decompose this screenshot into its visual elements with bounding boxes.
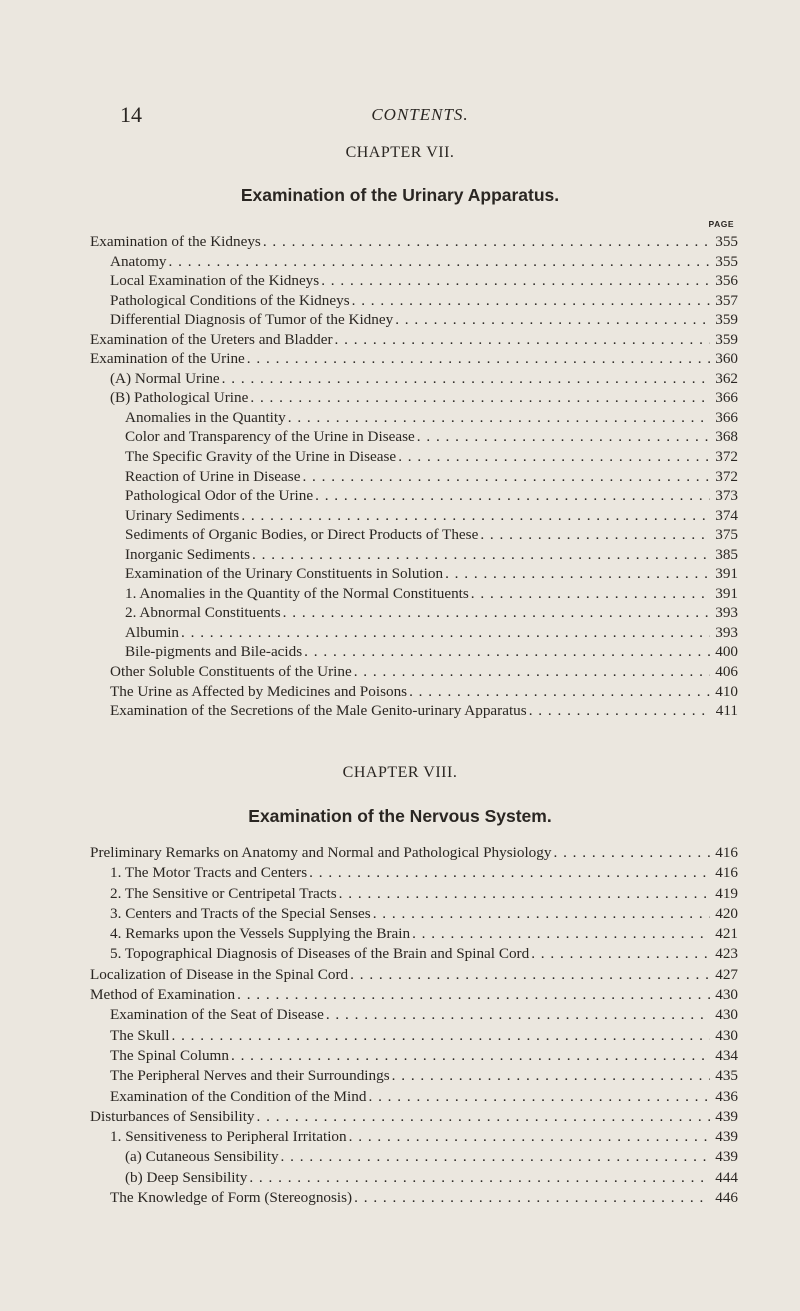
toc-entry-page: 391 — [715, 584, 738, 602]
dot-leader — [179, 624, 710, 642]
toc-entry — [90, 428, 738, 448]
toc-entry-title: Examination of the Secretions of the Male Genito-urinary Apparatus — [110, 702, 527, 720]
toc-entry-title: The Knowledge of Form (Stereognosis) — [110, 1189, 353, 1207]
toc-entry-page: 385 — [715, 545, 738, 563]
toc-entry — [90, 663, 738, 683]
dot-leader — [229, 1047, 710, 1065]
dot-leader — [443, 565, 710, 583]
toc-entry-page: 372 — [715, 448, 738, 466]
dot-leader — [551, 844, 710, 862]
toc-entry-title: 1. Sensitiveness to Peripheral Irritation — [110, 1128, 347, 1146]
toc-entry-page: 430 — [715, 1006, 738, 1024]
toc-entry-page: 416 — [715, 844, 738, 861]
toc-entry-page: 393 — [715, 623, 738, 641]
toc-entry — [90, 565, 738, 585]
dot-leader — [410, 925, 710, 943]
toc-entry-page: 435 — [715, 1067, 738, 1085]
toc-entry-title: Pathological Conditions of the Kidneys — [110, 291, 350, 309]
dot-leader — [347, 1128, 710, 1146]
dot-leader — [478, 526, 710, 544]
toc-entry-title: Preliminary Remarks on Anatomy and Normal and Pathological Physiology — [90, 844, 552, 861]
toc-entry — [90, 966, 738, 986]
toc-entry-title: The Urine as Affected by Medicines and Poisons — [110, 682, 408, 700]
chapter-heading: CHAPTER VII. — [345, 144, 455, 161]
toc-entry-title: Reaction of Urine in Disease — [125, 467, 301, 485]
toc-entry — [90, 585, 738, 605]
toc-entry-page: 427 — [715, 965, 738, 983]
toc-entry — [90, 526, 738, 546]
dot-leader — [337, 885, 710, 903]
page-header — [120, 102, 720, 132]
toc-entry-title: (A) Normal Urine — [110, 369, 220, 387]
dot-leader — [469, 585, 710, 603]
toc-entry-title: Differential Diagnosis of Tumor of the Kidney — [110, 311, 394, 329]
toc-entry-page: 423 — [715, 945, 738, 963]
toc-entry-page: 368 — [715, 428, 738, 446]
toc-entry — [90, 643, 738, 663]
toc-entry-page: 434 — [715, 1046, 738, 1064]
toc-entry — [90, 1108, 738, 1128]
toc-entry — [90, 1148, 738, 1168]
toc-entry — [90, 925, 738, 945]
toc-entry-page: 439 — [715, 1107, 738, 1125]
toc-entry — [90, 389, 738, 409]
dot-leader — [286, 409, 710, 427]
dot-leader — [407, 683, 710, 701]
running-title: CONTENTS. — [371, 105, 469, 124]
dot-leader — [255, 1108, 710, 1126]
toc-entry-title: 5. Topographical Diagnosis of Diseases of the Brain and Spinal Cord — [110, 945, 530, 963]
dot-leader — [302, 643, 710, 661]
toc-entry-page: 430 — [715, 986, 738, 1004]
dot-leader — [247, 1169, 710, 1187]
toc-entry-title: Examination of the Condition of the Mind — [110, 1087, 367, 1105]
dot-leader — [235, 986, 710, 1004]
toc-entry-page: 359 — [715, 330, 738, 348]
toc-entry-title: Examination of the Seat of Disease — [110, 1006, 324, 1024]
toc-entry-title: Disturbances of Sensibility — [90, 1107, 255, 1125]
toc-entry-page: 362 — [715, 369, 738, 387]
dot-leader — [390, 1067, 710, 1085]
toc-entry-page: 439 — [715, 1148, 738, 1166]
toc-entry — [90, 1027, 738, 1047]
toc-entry-title: Other Soluble Constituents of the Urine — [110, 663, 352, 681]
toc-entry-title: 2. The Sensitive or Centripetal Tracts — [110, 884, 337, 902]
toc-entry — [90, 546, 738, 566]
dot-leader — [248, 389, 710, 407]
dot-leader — [307, 864, 710, 882]
toc-entry-title: (a) Cutaneous Sensibility — [125, 1148, 279, 1166]
toc-list — [90, 844, 738, 1209]
dot-leader — [167, 253, 710, 271]
toc-entry — [90, 409, 738, 429]
toc-entry — [90, 350, 738, 370]
toc-entry-page: 356 — [715, 272, 738, 290]
toc-entry — [90, 905, 738, 925]
toc-entry-title: Anatomy — [110, 252, 167, 270]
toc-entry-title: (B) Pathological Urine — [110, 389, 249, 407]
toc-entry — [90, 1189, 738, 1209]
toc-entry-page: 391 — [715, 565, 738, 583]
dot-leader — [396, 448, 710, 466]
dot-leader — [300, 468, 710, 486]
toc-entry — [90, 624, 738, 644]
toc-entry-title: Urinary Sediments — [125, 506, 240, 524]
dot-leader — [279, 1148, 710, 1166]
toc-entry-title: Method of Examination — [90, 986, 236, 1004]
toc-entry — [90, 370, 738, 390]
dot-leader — [350, 292, 710, 310]
toc-entry — [90, 1169, 738, 1189]
dot-leader — [393, 311, 710, 329]
toc-entry-title: The Spinal Column — [110, 1046, 229, 1064]
page-column-label: PAGE — [708, 219, 734, 229]
toc-entry-title: Local Examination of the Kidneys — [110, 272, 320, 290]
toc-entry-page: 374 — [715, 506, 738, 524]
dot-leader — [239, 507, 710, 525]
toc-entry — [90, 1006, 738, 1026]
toc-entry-title: Bile-pigments and Bile-acids — [125, 643, 303, 661]
page-number: 14 — [120, 102, 142, 127]
dot-leader — [352, 1189, 710, 1207]
toc-entry — [90, 1128, 738, 1148]
dot-leader — [261, 233, 710, 251]
toc-entry — [90, 253, 738, 273]
toc-entry-title: 4. Remarks upon the Vessels Supplying the Brain — [110, 925, 411, 943]
toc-entry-page: 357 — [715, 291, 738, 309]
dot-leader — [415, 428, 710, 446]
toc-entry — [90, 986, 738, 1006]
dot-leader — [366, 1088, 710, 1106]
dot-leader — [220, 370, 710, 388]
toc-entry-title: Inorganic Sediments — [125, 545, 250, 563]
dot-leader — [245, 350, 710, 368]
toc-entry-page: 411 — [715, 702, 738, 720]
toc-entry-page: 375 — [715, 526, 738, 544]
toc-entry — [90, 702, 738, 722]
toc-entry-page: 360 — [715, 350, 738, 368]
toc-entry-title: The Specific Gravity of the Urine in Disease — [125, 448, 397, 466]
toc-entry — [90, 1067, 738, 1087]
toc-entry-page: 421 — [715, 925, 738, 943]
toc-entry-title: Examination of the Ureters and Bladder — [90, 330, 333, 348]
toc-entry-title: Localization of Disease in the Spinal Cord — [90, 965, 349, 983]
toc-entry-title: Examination of the Urinary Constituents in Solution — [125, 565, 444, 583]
toc-entry-page: 444 — [715, 1168, 738, 1186]
dot-leader — [529, 945, 710, 963]
toc-entry — [90, 844, 738, 864]
toc-entry-title: 2. Abnormal Constituents — [125, 604, 281, 622]
toc-entry-page: 419 — [715, 884, 738, 902]
chapter-title: Examination of the Urinary Apparatus. — [240, 185, 560, 205]
toc-entry-page: 446 — [715, 1189, 738, 1207]
toc-entry-title: 1. The Motor Tracts and Centers — [110, 864, 308, 882]
toc-entry-title: 1. Anomalies in the Quantity of the Normal Constituents — [125, 584, 469, 602]
toc-entry — [90, 311, 738, 331]
toc-entry — [90, 272, 738, 292]
toc-entry-title: Examination of the Kidneys — [90, 233, 261, 250]
toc-entry — [90, 233, 738, 253]
toc-entry-title: Color and Transparency of the Urine in Disease — [125, 428, 415, 446]
dot-leader — [333, 331, 711, 349]
toc-entry — [90, 487, 738, 507]
dot-leader — [352, 663, 710, 681]
toc-entry — [90, 864, 738, 884]
dot-leader — [319, 272, 710, 290]
chapter-title: Examination of the Nervous System. — [248, 806, 552, 826]
toc-entry — [90, 683, 738, 703]
toc-entry-page: 400 — [715, 643, 738, 661]
toc-entry — [90, 331, 738, 351]
toc-entry — [90, 885, 738, 905]
toc-list — [90, 233, 738, 722]
toc-entry-page: 439 — [715, 1128, 738, 1146]
dot-leader — [324, 1006, 710, 1024]
toc-entry-page: 366 — [715, 389, 738, 407]
toc-entry-title: Pathological Odor of the Urine — [125, 487, 314, 505]
dot-leader — [281, 604, 710, 622]
toc-entry — [90, 468, 738, 488]
toc-entry-page: 420 — [715, 904, 738, 922]
toc-entry-page: 366 — [715, 408, 738, 426]
toc-entry-page: 355 — [715, 233, 738, 250]
toc-entry — [90, 945, 738, 965]
dot-leader — [313, 487, 710, 505]
toc-entry-page: 373 — [715, 487, 738, 505]
chapter-heading: CHAPTER VIII. — [342, 764, 458, 781]
dot-leader — [250, 546, 710, 564]
toc-entry — [90, 292, 738, 312]
dot-leader — [371, 905, 710, 923]
toc-entry-title: (b) Deep Sensibility — [125, 1168, 248, 1186]
toc-entry — [90, 448, 738, 468]
dot-leader — [527, 702, 710, 720]
toc-entry-title: 3. Centers and Tracts of the Special Senses — [110, 904, 371, 922]
toc-entry-title: The Skull — [110, 1026, 170, 1044]
toc-entry-page: 359 — [715, 311, 738, 329]
toc-entry-page: 393 — [715, 604, 738, 622]
toc-entry-title: Albumin — [125, 623, 180, 641]
toc-entry-page: 372 — [715, 467, 738, 485]
toc-entry-title: The Peripheral Nerves and their Surroundings — [110, 1067, 390, 1085]
toc-entry-page: 410 — [715, 682, 738, 700]
toc-entry-page: 355 — [715, 252, 738, 270]
toc-entry — [90, 507, 738, 527]
toc-entry — [90, 604, 738, 624]
toc-entry — [90, 1047, 738, 1067]
dot-leader — [169, 1027, 710, 1045]
toc-entry-page: 430 — [715, 1026, 738, 1044]
toc-entry-title: Examination of the Urine — [90, 350, 245, 368]
toc-entry — [90, 1088, 738, 1108]
toc-entry-page: 416 — [715, 864, 738, 882]
toc-entry-title: Anomalies in the Quantity — [125, 408, 286, 426]
dot-leader — [348, 966, 710, 984]
toc-entry-page: 436 — [715, 1087, 738, 1105]
toc-entry-page: 406 — [715, 663, 738, 681]
toc-entry-title: Sediments of Organic Bodies, or Direct Products of These — [125, 526, 479, 544]
